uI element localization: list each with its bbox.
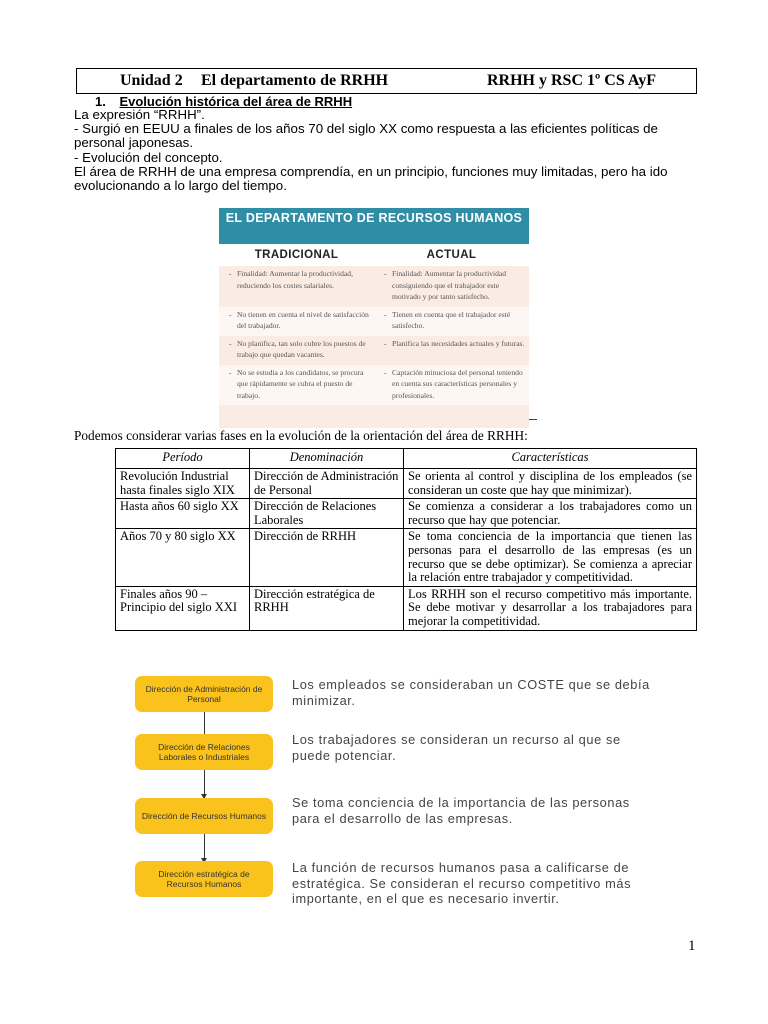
- infographic-rows: [219, 266, 529, 405]
- table-cell-features: Se comienza a considerar a los trabajadores como un recurso que hay que potenciar.: [404, 499, 697, 529]
- table-cell-period: Años 70 y 80 siglo XX: [116, 529, 250, 586]
- infographic-row: [219, 266, 529, 307]
- flow-box-rrhh: Dirección de Recursos Humanos: [135, 798, 273, 834]
- flow-arrow: [204, 770, 205, 798]
- infographic-cell-left: - No planifica, tan solo cubre los puestos de trabajo que quedan vacantes.: [219, 336, 374, 365]
- table-header: Denominación: [250, 449, 404, 469]
- page-number: 1: [688, 938, 696, 954]
- table-cell-name: Dirección de Relaciones Laborales: [250, 499, 404, 529]
- flow-text-estrategica: La función de recursos humanos pasa a calificarse de estratégica. Se consideran el recurso competitivo más importante, en el que es necesario invertir.: [292, 860, 632, 906]
- flow-text-rrhh: Se toma conciencia de la importancia de las personas para el desarrollo de las empresas.: [292, 795, 630, 826]
- table-header: Características: [404, 449, 697, 469]
- section-title: Evolución histórica del área de RRHH: [119, 94, 353, 109]
- infographic-title: EL DEPARTAMENTO DE RECURSOS HUMANOS: [219, 208, 529, 244]
- table-row: [116, 499, 697, 529]
- image-link-marker[interactable]: [529, 419, 537, 420]
- infographic-cell-left: - Finalidad: Aumentar la productividad, reduciendo los costes salariales.: [219, 266, 374, 307]
- table-cell-name: Dirección de Administración de Personal: [250, 469, 404, 499]
- table-cell-period: Revolución Industrial hasta finales siglo XIX: [116, 469, 250, 499]
- header-chapter: El departamento de RRHH: [201, 72, 389, 89]
- header-course: RRHH y RSC 1º CS AyF: [487, 72, 656, 89]
- table-cell-period: Hasta años 60 siglo XX: [116, 499, 250, 529]
- infographic-row: [219, 307, 529, 336]
- table-row: [116, 529, 697, 586]
- infographic-rrhh: [219, 208, 529, 428]
- table-cell-features: Los RRHH son el recurso competitivo más importante. Se debe motivar y desarrollar a los trabajadores para mejorar la competitividad.: [404, 586, 697, 630]
- infographic-column-headers: [219, 244, 529, 266]
- flow-box-administracion: Dirección de Administración de Personal: [135, 676, 273, 712]
- table-row: [116, 469, 697, 499]
- infographic-cell-right: - Finalidad: Aumentar la productividad consiguiendo que el trabajador este motivado y por tanto satisfecho.: [374, 266, 529, 307]
- infographic-cell-left: - No tienen en cuenta el nivel de satisfacción del trabajador.: [219, 307, 374, 336]
- flow-text-administracion: Los empleados se consideraban un COSTE que se debía minimizar.: [292, 677, 650, 708]
- section-number: 1.: [95, 94, 106, 109]
- intro-line: La expresión “RRHH”.: [74, 107, 205, 122]
- intro-line: - Surgió en EEUU a finales de los años 70 del siglo XX como respuesta a las eficientes políticas de personal japonesas.: [74, 121, 658, 151]
- table-cell-features: Se toma conciencia de la importancia que tienen las personas para el desarrollo de las empresas (es un recurso que se debe optimizar). Se comienza a apreciar la relación entre trabajador y competitividad.: [404, 529, 697, 586]
- infographic-row: [219, 336, 529, 365]
- infographic-row: [219, 365, 529, 406]
- flow-arrow: [204, 834, 205, 862]
- flow-box-relaciones: Dirección de Relaciones Laborales o Industriales: [135, 734, 273, 770]
- page-header: [76, 68, 697, 94]
- table-cell-features: Se orienta al control y disciplina de los empleados (se consideran un coste que hay que minimizar).: [404, 469, 697, 499]
- table-header: Período: [116, 449, 250, 469]
- fases-table: [115, 448, 697, 631]
- header-unit: Unidad 2: [120, 72, 183, 89]
- infographic-cell-left: - No se estudia a los candidatos, se procura que rápidamente se cubra el puesto de trabajo.: [219, 365, 374, 406]
- flow-text-relaciones: Los trabajadores se consideran un recurso al que se puede potenciar.: [292, 732, 621, 763]
- infographic-cell-right: - Tienen en cuenta que el trabajador esté satisfecho.: [374, 307, 529, 336]
- infographic-col-traditional: TRADICIONAL: [254, 249, 339, 261]
- evolution-flow-diagram: [135, 668, 725, 918]
- intro-text: [74, 108, 700, 193]
- table-cell-name: Dirección de RRHH: [250, 529, 404, 586]
- table-row: [116, 586, 697, 630]
- table-header-row: [116, 449, 697, 469]
- infographic-cell-right: - Planifica las necesidades actuales y futuras.: [374, 336, 529, 365]
- infographic-col-actual: ACTUAL: [426, 249, 477, 261]
- table-cell-period: Finales años 90 – Principio del siglo XXI: [116, 586, 250, 630]
- flow-box-estrategica: Dirección estratégica de Recursos Humanos: [135, 861, 273, 897]
- table-cell-name: Dirección estratégica de RRHH: [250, 586, 404, 630]
- fases-intro: Podemos considerar varias fases en la evolución de la orientación del área de RRHH:: [74, 428, 528, 443]
- infographic-cell-right: - Captación minuciosa del personal teniendo en cuenta sus características personales y profesionales.: [374, 365, 529, 406]
- intro-line: El área de RRHH de una empresa comprendía, en un principio, funciones muy limitadas, pero ha ido evolucionando a lo largo del tiempo.: [74, 163, 668, 194]
- intro-line: - Evolución del concepto.: [74, 149, 223, 165]
